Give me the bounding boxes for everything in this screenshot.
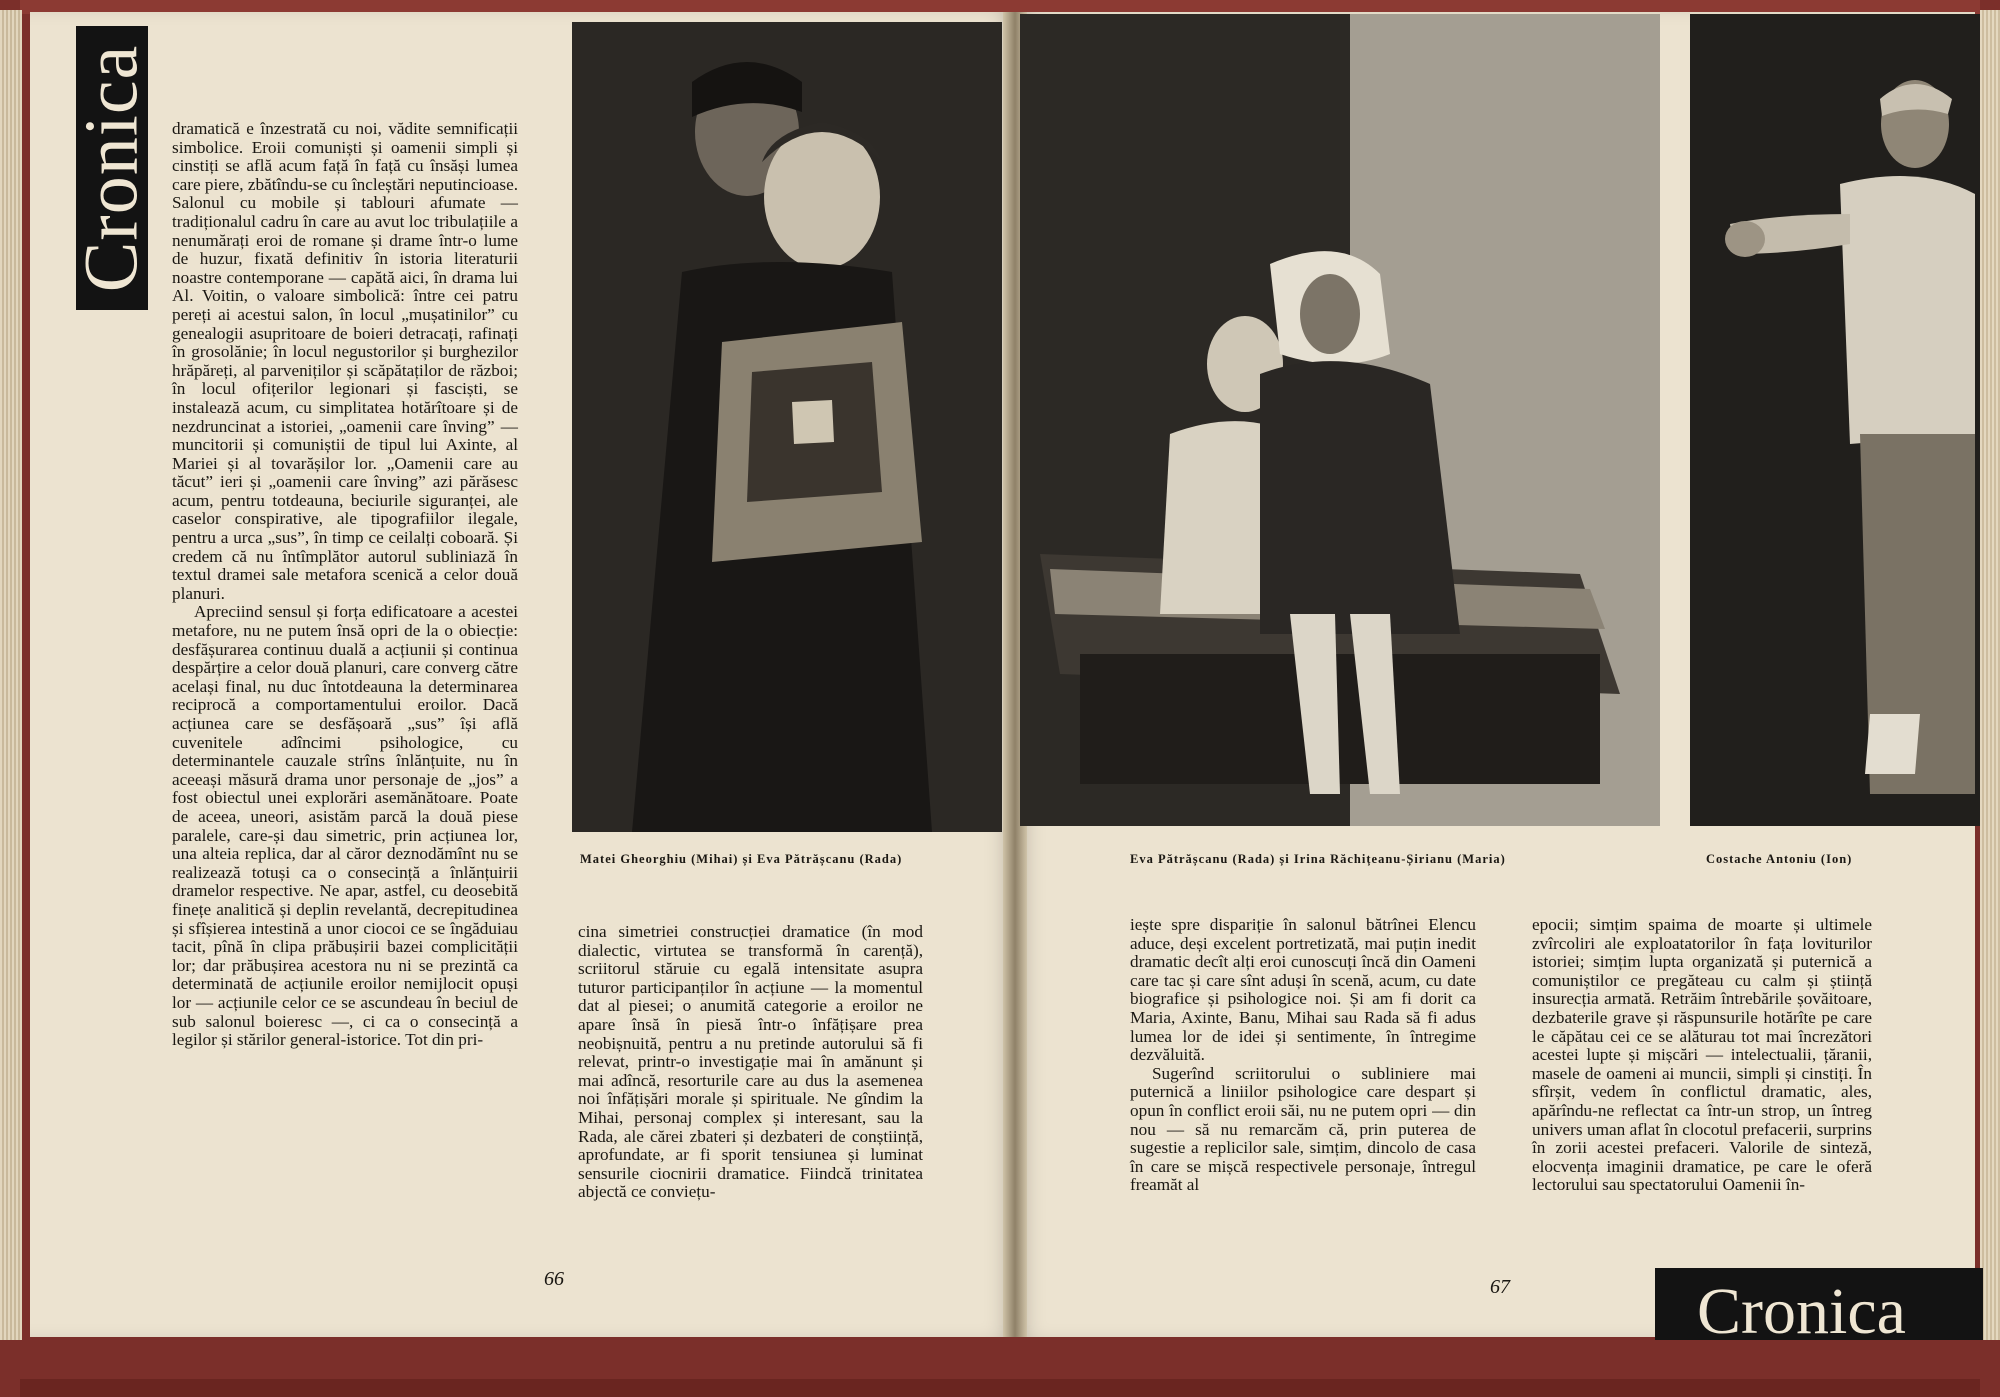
photo-caption-3: Costache Antoniu (Ion) — [1706, 852, 1853, 866]
section-title: Cronica — [69, 44, 154, 292]
paragraph: Sugerînd scriitorului o subliniere mai puternică a liniilor psihologice care despart și opun în conflict eroii săi, nu ne putem opri — din nou — să nu remarcăm că, prin puterea de sugestie a replicilor sale, simțim, dincolo de casa în care se mișcă respectivele personaje, întregul freamăt al — [1130, 1063, 1476, 1195]
photo-illustration — [572, 22, 1002, 832]
text-column-4 — [1532, 916, 1872, 1195]
page-edges-left — [0, 10, 22, 1340]
photo-mihai-rada — [572, 22, 1002, 832]
paragraph: iește spre dispariție în salonul bătrînei Elencu aduce, deși excelent portretizată, mai puțin inedit dramatic decît alți eroi cunoscuți încă din Oameni care tac și care sînt aduși în scenă, acum, cu date biografice și psihologice noi. Și am fi dorit ca Maria, Axinte, Banu, Mihai sau Rada să fi adus lumea lor de idei și sentimente, în întregime dezvăluită. — [1130, 915, 1476, 1065]
text-column-3 — [1130, 916, 1476, 1195]
text-column-2 — [578, 923, 923, 1202]
section-tab-bottom — [1655, 1268, 1983, 1340]
book-cover-bottom — [20, 1379, 1980, 1397]
photo-caption-2: Eva Pătrășcanu (Rada) și Irina Răchițeanu-Șirianu (Maria) — [1130, 852, 1506, 866]
photo-ion — [1690, 14, 1980, 826]
paragraph: Apreciind sensul și forța edificatoare a acestei metafore, nu ne putem însă opri de la o obiecție: desfășurarea continuu duală a acțiunii și continua despărțire a celor două planuri, care converg către același final, nu duc întotdeauna la determinarea reciprocă a comportamentului eroilor. Dacă acțiunea care se desfășoară „sus” își află cuvenitele adîncimi psihologice, cu determinantele cauzale strîns înlănțuite, nu în aceeași măsură drama unor personaje de „jos” a fost obiectul unei explorări asemănătoare. Poate de aceea, uneori, asistăm parcă la două piese paralele, care-și dau simetric, prin acțiunea lor, una alteia replica, dar al căror deznodămînt nu se realizează totuși ca o consecință a înlănțuirii dramelor respective. Ne apar, astfel, cu deosebită finețe analitică și deplin revelantă, decrepitudinea și sfîșierea intestină a unor ciocoi ce se îngăduiau tacit, pînă în clipa prăbușirii bazei complicității lor; dar prăbușirea acestora nu ni se prezintă ca determinată de acțiunile eroilor nemijlocit opuși lor — acțiunile celor ce se ascundeau în beciul de sub salonul boieresc —, ci ca o consecință a legilor și stărilor general-istorice. Tot din pri- — [172, 602, 518, 1050]
page-number-right: 67 — [1490, 1276, 1510, 1298]
text-column-1 — [172, 120, 518, 1050]
photo-illustration — [1020, 14, 1660, 826]
photo-illustration — [1690, 14, 1980, 826]
photo-rada-maria — [1020, 14, 1660, 826]
photo-caption-1: Matei Gheorghiu (Mihai) și Eva Pătrășcanu (Rada) — [580, 852, 903, 866]
page-number-left: 66 — [544, 1268, 564, 1290]
paragraph: cina simetriei construcției dramatice (în mod dialectic, virtutea se transformă în carență), scriitorul stăruie cu egală intensitate asupra tuturor participanților în acțiune — la momentul dat al piesei; o anumită categorie a eroilor ne apare însă în piesă într-o înfățișare prea neobișnuită, pentru a nu pretinde autorului să fi relevat, printr-o investigație mai în amănunt și mai adîncă, resorturile care au dus la asemenea noi înfățișări morale și spirituale. Ne gîndim la Mihai, personaj complex și interesant, sau la Rada, ale cărei zbateri și dezbateri de conștiință, aprofundate, ar fi sporit tensiunea și luminat sensurile ciocnirii dramatice. Fiindcă trinitatea abjectă ce conviețu- — [578, 922, 923, 1202]
paragraph: epocii; simțim spaima de moarte și ultimele zvîrcoliri ale exploatatorilor în fața loviturilor istoriei; simțim lupta organizată și puternică a comuniștilor ce pregăteau cu calm și știință insurecția armată. Retrăim întrebările șovăitoare, dezbaterile grave și răspunsurile hotărîte pe care le căpătau cei ce se alăturau tot mai încrezători acestei lupte și mișcări — intelectualii, țăranii, masele de oameni ai muncii, simpli și cinstiți. În sfîrșit, vedem în conflictul dramatic, ales, apărîndu-ne reflectat ca într-un strop, un întreg univers uman aflat în clocotul prefacerii, surprins în zorii acestei prefaceri. Valorile de sinteză, elocvența imaginii dramatice, pe care le oferă lectorului sau spectatorului Oamenii în- — [1532, 915, 1872, 1195]
paragraph: dramatică e înzestrată cu noi, vădite semnificații simbolice. Eroii comuniști și oamenii simpli și cinstiți se află acum față în față cu însăși lumea care piere, zbătîndu-se cu încleștări neputincioase. Salonul cu mobile și tablouri afumate — tradiționalul cadru în care au avut loc tribulațiile a nenumărați eroi de romane și drame într-o lume de huzur, fixată definitiv în istoria literaturii noastre contemporane — capătă aici, în drama lui Al. Voitin, o valoare simbolică: între cei patru pereți ai acestui salon, în locul „mușatinilor” cu genealogii asupritoare de boieri detracați, rafinați în grosolănie; în locul negustorilor și burghezilor hrăpăreți, al parveniților și scăpătaților de război; în locul ofițerilor legionari și fasciști, se instalează acum, cu simplitatea hotărîtoare și de nezdruncinat a istoriei, „oamenii care înving” — muncitorii și comuniștii de tipul lui Axinte, al Mariei și al tovarășilor lor. „Oamenii care au tăcut” ieri și „oamenii care înving” azi părăsesc acum, pentru totdeauna, beciurile siguranței, ale caselor conspirative, ale tipografiilor ilegale, pentru a urca „sus”, în timp ce ceilalți coboară. Și credem că nu întîmplător autorul subliniază în textul dramei sale metafora scenică a celor două planuri. — [172, 119, 518, 603]
section-tab-left — [69, 26, 154, 310]
section-title-bottom: Cronica — [1697, 1275, 1906, 1340]
page-edges-right — [1980, 10, 2000, 1340]
